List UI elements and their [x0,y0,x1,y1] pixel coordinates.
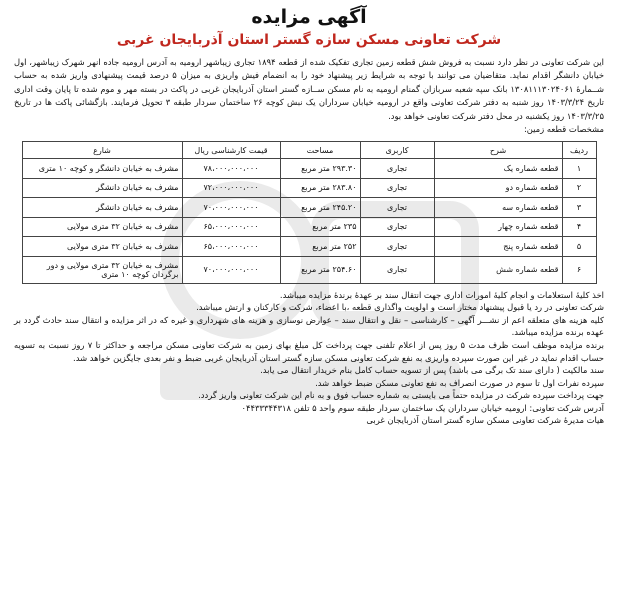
header-price: قیمت کارشناسی ریال [182,142,280,159]
condition-item: جهت پرداخت سپرده شرکت در مزایده حتماً می بایستی به شماره حساب فوق و به نام این شرکت تعاونی واریز گردد. [198,390,604,401]
address-line: آدرس شرکت تعاونی: ارومیه خیابان سرداران یک ساختمان سردار طبقه سوم واحد ۵ تلفن ۰۴۴۳۳۳۴۴۳۱۸ [241,402,604,413]
cell-area: ۲۳۵ متر مربع [280,217,360,237]
cell-description: قطعه شماره یک [434,159,562,179]
cell-description: قطعه شماره چهار [434,217,562,237]
table-row [22,159,596,179]
cell-usage: تجاری [360,159,434,179]
cell-area: ۲۸۳.۸۰ متر مربع [280,178,360,198]
header-area: مساحت [280,142,360,159]
cell-area: ۲۴۵.۲۰ متر مربع [280,198,360,218]
cell-area: ۲۵۲ متر مربع [280,237,360,257]
cell-row-number: ۵ [562,237,596,257]
condition-item: کلیه هزینه های متعلقه اعم از نشـــر آگهی – کارشناسی – نقل و انتقال سند – عوارض نوسازی و هزینه های شهرداری و غیره که در اثر مزایده و انتقال سند حادث گردد بر عهده برنده مزایده میباشد. [14,314,604,338]
conditions-list [14,289,604,428]
cell-row-number: ۶ [562,256,596,283]
header-usage: کاربری [360,142,434,159]
intro-paragraph: این شرکت تعاونی در نظر دارد نسبت به فروش شش قطعه زمین تجاری تفکیک شده از قطعه ۱۸۹۴ تجاری زیباشهر ارومیه به آدرس ارومیه جاده انهر شهرک زیباشهر، اول خیابان دانشگر اقدام نماید. متقاضیان می توانند با توجه به شرایط زیر پیشنهاد خود را به انضمام فیش واریزی به میزان ۵ درصد قیمت پیشنهادی واریز شده به حساب شــمارهٔ ۱۳۰۸۱۱۱۳۰۲۴۰۶۱ بانک سپه شعبه سربازان گمنام ارومیه به نام مسکن ســازه گستر استان آذربایجان غربی در پاکت در بسته مهر و موم شده تا پایان وقت اداری تاریخ ۱۴۰۳/۳/۲۴ روز شنبه به دفتر شرکت تعاونی واقع در ارومیه خیابان سرداران یک نبش کوچه ۲۶ ساختمان سردار طبقه ۳ تحویل فرمایند. بازگشائی پاکت ها در تاریخ ۱۴۰۳/۳/۲۵ روز یکشنبه در محل دفتر شرکت تعاونی خواهد بود. [14,57,605,121]
cell-price: ۶۵،۰۰۰،۰۰۰،۰۰۰ [182,237,280,257]
condition-item: سند مالکیت ( دارای سند تک برگی می باشد) پس از تسویه حساب کامل بنام خریدار انتقال می یابد. [260,365,604,376]
cell-description: قطعه شماره دو [434,178,562,198]
condition-item: شرکت تعاونی در رد یا قبول پیشنهاد مختار است و اولویت واگذاری قطعه ،با اعضاء، شرکت و کارکنان و ارتش میباشد. [196,302,604,313]
cell-usage: تجاری [360,237,434,257]
condition-item: اخذ کلیهٔ استعلامات و انجام کلیهٔ امورات اداری جهت انتقال سند بر عهدهٔ برندهٔ مزایده میباشد. [279,289,604,300]
cell-street: مشرف به خیابان ۳۲ متری مولایی [22,217,182,237]
cell-area: ۲۹۳.۳۰ متر مربع [280,159,360,179]
cell-street: مشرف به خیابان دانشگر [22,198,182,218]
table-row [22,256,596,283]
notice-title: آگهی مزایده [251,6,367,28]
cell-row-number: ۴ [562,217,596,237]
cell-description: قطعه شماره شش [434,256,562,283]
cell-usage: تجاری [360,198,434,218]
cell-row-number: ۱ [562,159,596,179]
table-row [22,217,596,237]
cell-price: ۶۵،۰۰۰،۰۰۰،۰۰۰ [182,217,280,237]
spec-label: مشخصات قطعه زمین: [523,124,604,135]
cell-price: ۷۰،۰۰۰،۰۰۰،۰۰۰ [182,198,280,218]
table-row [22,237,596,257]
cell-row-number: ۳ [562,198,596,218]
cell-street: مشرف به خیابان دانشگر و کوچه ۱۰ متری [22,159,182,179]
condition-item: برنده مزایده موظف است ظرف مدت ۵ روز پس از اعلام تلفنی جهت پرداخت کل مبلغ بهای زمین به شرکت تعاونی مسکن مراجعه و حداکثر تا ۷ روز نسبت به تسویه حساب اقدام نماید در غیر این صورت سپرده واریزی به نفع شرکت تعاونی مسکن سازه گستر استان آذربایجان غربی ضبط و نفر بعدی جایگزین خواهد شد. [14,339,605,363]
header-street: شارع [22,142,182,159]
header-description: شرح [434,142,562,159]
cell-usage: تجاری [360,178,434,198]
table-row [22,178,596,198]
cell-description: قطعه شماره سه [434,198,562,218]
cell-price: ۷۲،۰۰۰،۰۰۰،۰۰۰ [182,178,280,198]
cell-row-number: ۲ [562,178,596,198]
signature-line: هیات مدیرهٔ شرکت تعاونی مسکن سازه گستر استان آذربایجان غربی [366,415,604,426]
condition-item: سپرده نفرات اول تا سوم در صورت انصراف به نفع تعاونی مسکن ضبط خواهد شد. [315,377,604,388]
cell-usage: تجاری [360,256,434,283]
cell-description: قطعه شماره پنج [434,237,562,257]
cell-price: ۷۰،۰۰۰،۰۰۰،۰۰۰ [182,256,280,283]
cell-street: مشرف به خیابان دانشگر [22,178,182,198]
header-row-number: ردیف [562,142,596,159]
cell-area: ۲۵۴.۶۰ متر مربع [280,256,360,283]
table-row [22,198,596,218]
cell-usage: تجاری [360,217,434,237]
cell-street: مشرف به خیابان ۳۲ متری مولایی [22,237,182,257]
cell-price: ۷۸،۰۰۰،۰۰۰،۰۰۰ [182,159,280,179]
land-table [22,141,597,284]
notice-subtitle: شرکت تعاونی مسکن سازه گستر استان آذربایجان غربی [116,32,502,48]
cell-street: مشرف به خیابان ۳۲ متری مولایی و دور برگردان کوچه ۱۰ متری [22,256,182,283]
table-header-row [22,142,596,159]
